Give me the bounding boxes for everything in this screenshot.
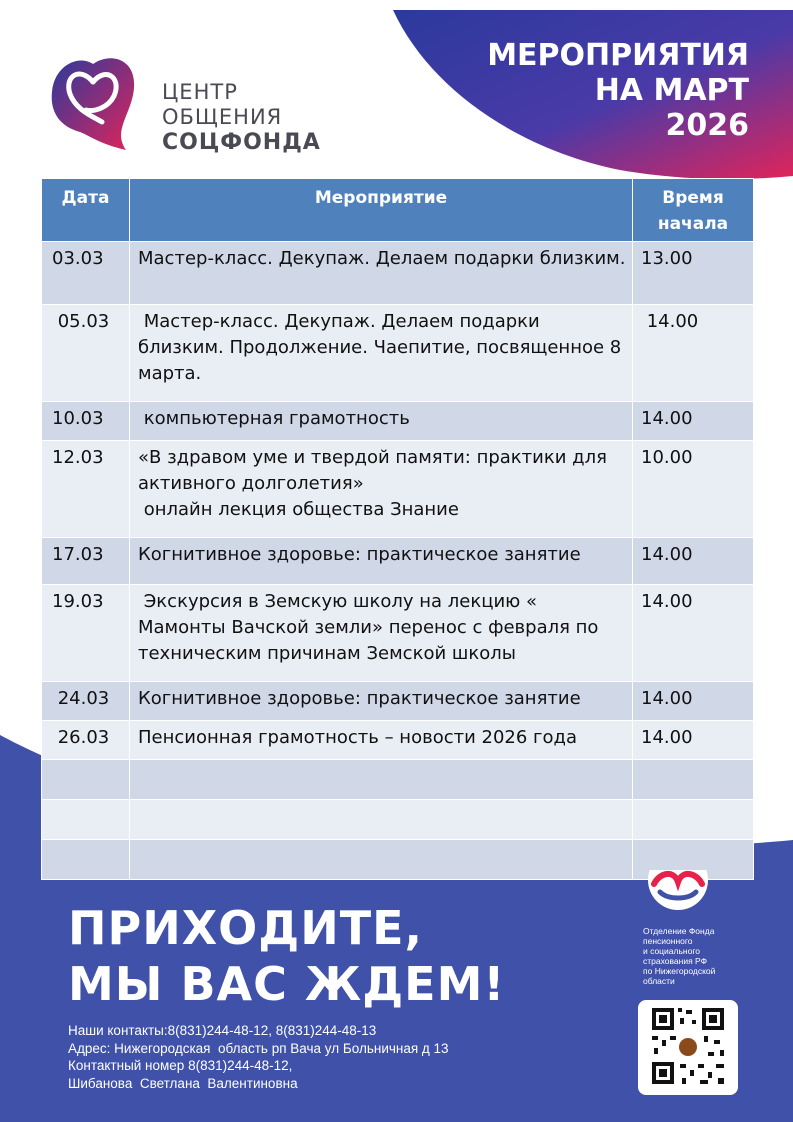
- contacts-person: Шибанова Светлана Валентиновна: [68, 1075, 298, 1091]
- sf-caption-line: Отделение Фонда: [643, 926, 715, 936]
- row-time: 13.00: [633, 242, 754, 305]
- contacts-block: [68, 1022, 449, 1092]
- logo-line-3: СОЦФОНДА: [162, 130, 321, 155]
- row-event: Мастер-класс. Декупаж. Делаем подарки близким.: [130, 242, 633, 305]
- row-event: Пенсионная грамотность – новости 2026 года: [130, 721, 633, 760]
- logo-text: [162, 80, 321, 155]
- row-time: 14.00: [633, 305, 754, 402]
- row-time: 14.00: [633, 585, 754, 682]
- row-time: 14.00: [633, 538, 754, 585]
- row-event: компьютерная грамотность: [130, 402, 633, 441]
- table-row: [42, 242, 754, 305]
- sf-caption-line: по Нижегородской: [643, 966, 716, 976]
- table-row: [42, 585, 754, 682]
- sf-caption-line: страхования РФ: [643, 956, 708, 966]
- row-date: 05.03: [42, 305, 130, 402]
- cta-line-2: МЫ ВАС ЖДЕМ!: [68, 957, 506, 1011]
- qr-code-icon[interactable]: [638, 1000, 738, 1095]
- row-event: Мастер-класс. Декупаж. Делаем подарки близким. Продолжение. Чаепитие, посвященное 8 марта.: [130, 305, 633, 402]
- table-row: [42, 402, 754, 441]
- row-date: 24.03: [42, 682, 130, 721]
- call-to-action: [68, 900, 505, 1012]
- events-table: [41, 178, 754, 880]
- row-event: «В здравом уме и твердой памяти: практики для активного долголетия» онлайн лекция общества Знание: [130, 441, 633, 538]
- contacts-phones: Наши контакты:8(831)244-48-12, 8(831)244-48-13: [68, 1023, 377, 1038]
- row-date: 03.03: [42, 242, 130, 305]
- contacts-address: Адрес: Нижегородская область рп Вача ул Больничная д 13: [68, 1040, 449, 1056]
- table-row-empty: [42, 800, 754, 840]
- title-line-3: 2026: [665, 108, 749, 143]
- sf-caption-line: пенсионного: [643, 936, 693, 946]
- table-row: [42, 721, 754, 760]
- sf-caption-line: области: [643, 976, 675, 986]
- logo-line-1: ЦЕНТР: [162, 80, 238, 104]
- table-row: [42, 682, 754, 721]
- row-date: 19.03: [42, 585, 130, 682]
- social-fund-caption: [643, 926, 753, 986]
- table-row: [42, 441, 754, 538]
- row-date: 10.03: [42, 402, 130, 441]
- contacts-phone: Контактный номер 8(831)244-48-12,: [68, 1058, 293, 1073]
- title-line-2: НА МАРТ: [594, 73, 749, 108]
- row-time: 14.00: [633, 682, 754, 721]
- social-fund-logo-icon: [638, 870, 718, 920]
- header-time: Время начала: [633, 179, 754, 242]
- table-row-empty: [42, 760, 754, 800]
- row-time: 14.00: [633, 402, 754, 441]
- title-line-1: МЕРОПРИЯТИЯ: [487, 38, 749, 73]
- row-event: Когнитивное здоровье: практическое занятие: [130, 538, 633, 585]
- row-time: 14.00: [633, 721, 754, 760]
- header-date: Дата: [42, 179, 130, 242]
- row-event: Экскурсия в Земскую школу на лекцию « Мамонты Вачской земли» перенос с февраля по техническим причинам Земской школы: [130, 585, 633, 682]
- row-date: 12.03: [42, 441, 130, 538]
- sf-caption-line: и социального: [643, 946, 700, 956]
- table-row: [42, 538, 754, 585]
- page-title: [449, 38, 749, 143]
- heart-speech-bubble-icon: [50, 52, 136, 152]
- row-time: 10.00: [633, 441, 754, 538]
- table-row: [42, 305, 754, 402]
- cta-line-1: ПРИХОДИТЕ,: [68, 901, 424, 955]
- row-event: Когнитивное здоровье: практическое занятие: [130, 682, 633, 721]
- header-event: Мероприятие: [130, 179, 633, 242]
- logo-line-2: ОБЩЕНИЯ: [162, 105, 283, 129]
- row-date: 26.03: [42, 721, 130, 760]
- row-date: 17.03: [42, 538, 130, 585]
